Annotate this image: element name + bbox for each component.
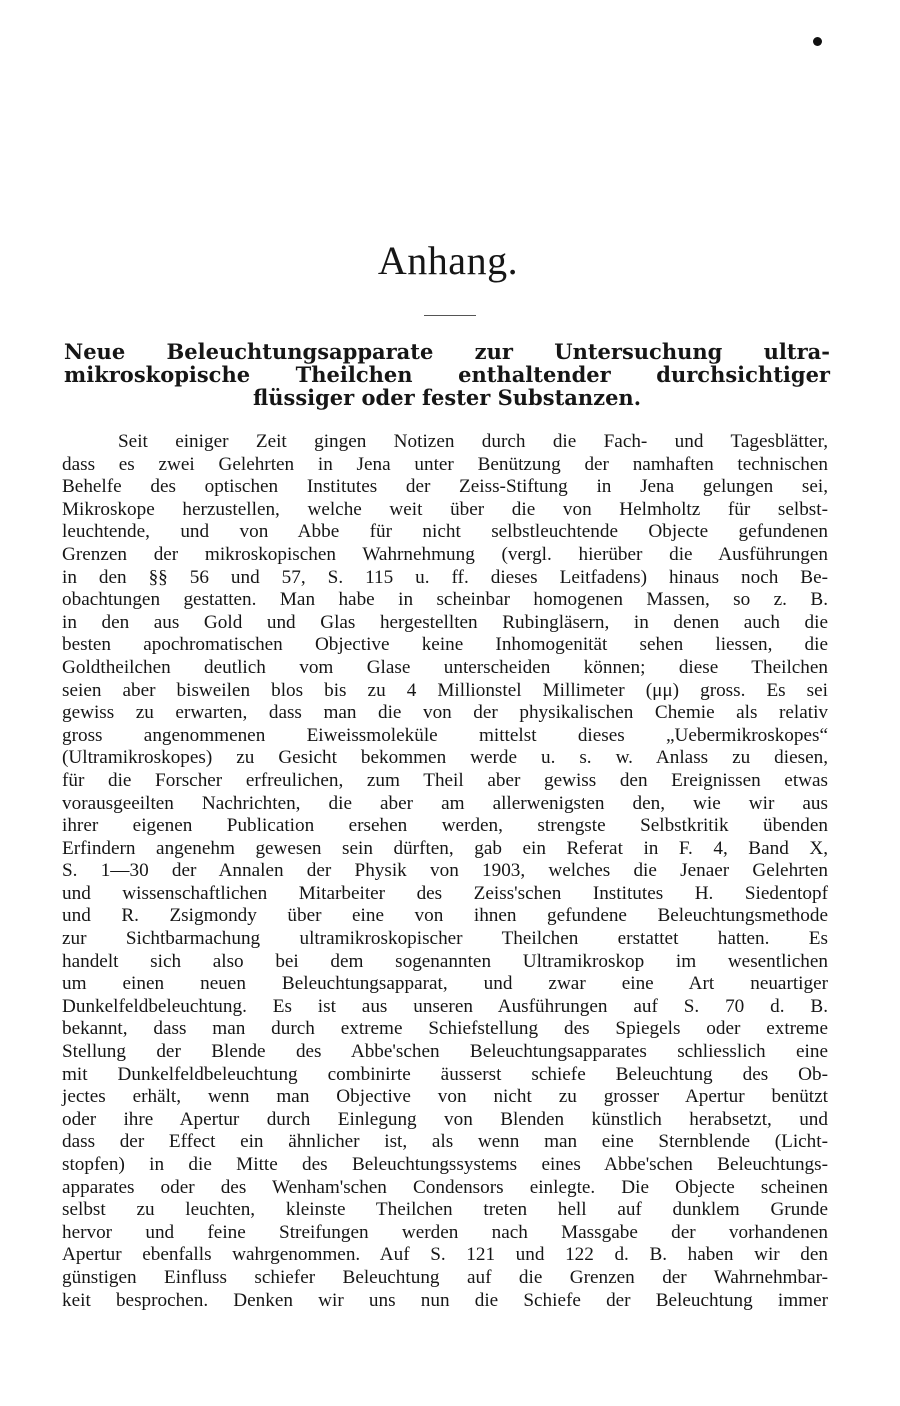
body-line: (Ultramikroskopes) zu Gesicht bekommen werde u. s. w. Anlass zu diesen, (62, 747, 828, 769)
body-line: apparates oder des Wenham'schen Condensors einlegte. Die Objecte scheinen (62, 1176, 828, 1198)
article-title (64, 340, 830, 409)
title-line: flüssiger oder fester Substanzen. (252, 385, 642, 410)
body-line: hervor und feine Streifungen werden nach Massgabe der vorhandenen (62, 1221, 828, 1243)
body-line: und wissenschaftlichen Mitarbeiter des Zeiss'schen Institutes H. Siedentopf (62, 882, 828, 904)
heading-divider (424, 315, 476, 316)
body-line: mit Dunkelfeldbeleuchtung combinirte äusserst schiefe Beleuchtung des Ob- (62, 1063, 828, 1085)
body-line: leuchtende, und von Abbe für nicht selbstleuchtende Objecte gefundenen (62, 521, 828, 543)
ink-spot (813, 37, 822, 46)
title-line: Neue Beleuchtungsapparate zur Untersuchung ultra- (64, 339, 830, 364)
body-line: um einen neuen Beleuchtungsapparat, und zwar eine Art neuartiger (62, 973, 828, 995)
body-line: selbst zu leuchten, kleinste Theilchen treten hell auf dunklem Grunde (62, 1199, 828, 1221)
body-line: S. 1—30 der Annalen der Physik von 1903, welches die Jenaer Gelehrten (62, 860, 828, 882)
title-line: mikroskopische Theilchen enthaltender durchsichtiger (64, 362, 830, 387)
body-line: Grenzen der mikroskopischen Wahrnehmung (vergl. hierüber die Ausführungen (62, 543, 828, 565)
body-line: ihrer eigenen Publication ersehen werden, strengste Selbstkritik übenden (62, 815, 828, 837)
body-line: Goldtheilchen deutlich vom Glase unterscheiden können; diese Theilchen (62, 656, 828, 678)
body-line: seien aber bisweilen blos bis zu 4 Millionstel Millimeter (μμ) gross. Es sei (62, 679, 828, 701)
body-line: besten apochromatischen Objective keine Inhomogenität sehen liessen, die (62, 634, 828, 656)
body-line: jectes erhält, wenn man Objective von nicht zu grosser Apertur benützt (62, 1086, 828, 1108)
body-line: dass der Effect ein ähnlicher ist, als wenn man eine Sternblende (Licht- (62, 1131, 828, 1153)
body-line: vorausgeeilten Nachrichten, die aber am allerwenigsten den, wie wir aus (62, 792, 828, 814)
body-line: günstigen Einfluss schiefer Beleuchtung auf die Grenzen der Wahrnehmbar- (62, 1266, 828, 1288)
body-line: in den §§ 56 und 57, S. 115 u. ff. dieses Leitfadens) hinaus noch Be- (62, 566, 828, 588)
body-line: handelt sich also bei dem sogenannten Ultramikroskop im wesentlichen (62, 950, 828, 972)
body-text (62, 431, 828, 1312)
body-line: Stellung der Blende des Abbe'schen Beleuchtungsapparates schliesslich eine (62, 1041, 828, 1063)
body-line: zur Sichtbarmachung ultramikroskopischer Theilchen erstattet hatten. Es (62, 928, 828, 950)
body-line: obachtungen gestatten. Man habe in scheinbar homogenen Massen, so z. B. (62, 589, 828, 611)
body-line: für die Forscher erfreulichen, zum Theil aber gewiss den Ereignissen etwas (62, 769, 828, 791)
body-line: Behelfe des optischen Institutes der Zeiss-Stiftung in Jena gelungen sei, (62, 476, 828, 498)
body-line: stopfen) in die Mitte des Beleuchtungssystems eines Abbe'schen Beleuchtungs- (62, 1154, 828, 1175)
body-line: Dunkelfeldbeleuchtung. Es ist aus unseren Ausführungen auf S. 70 d. B. (62, 995, 828, 1017)
body-line: Mikroskope herzustellen, welche weit über die von Helmholtz für selbst- (62, 498, 828, 520)
body-line: oder ihre Apertur durch Einlegung von Blenden künstlich herabsetzt, und (62, 1108, 828, 1130)
body-line: keit besprochen. Denken wir uns nun die Schiefe der Beleuchtung immer (62, 1289, 828, 1311)
body-line: gewiss zu erwarten, dass man die von der physikalischen Chemie als relativ (62, 702, 828, 724)
body-line: Erfindern angenehm gewesen sein dürften, gab ein Referat in F. 4, Band X, (62, 837, 828, 859)
body-line: Apertur ebenfalls wahrgenommen. Auf S. 121 und 122 d. B. haben wir den (62, 1244, 828, 1266)
body-line: dass es zwei Gelehrten in Jena unter Benützung der namhaften technischen (62, 453, 828, 475)
body-line: in den aus Gold und Glas hergestellten Rubingläsern, in denen auch die (62, 611, 828, 633)
body-line: Seit einiger Zeit gingen Notizen durch die Fach- und Tagesblätter, (118, 431, 828, 452)
body-line: bekannt, dass man durch extreme Schiefstellung des Spiegels oder extreme (62, 1018, 828, 1040)
section-heading: Anhang. (377, 238, 519, 283)
body-line: und R. Zsigmondy über eine von ihnen gefundene Beleuchtungsmethode (62, 905, 828, 927)
body-line: gross angenommenen Eiweissmoleküle mittelst dieses „Uebermikroskopes“ (62, 724, 828, 746)
